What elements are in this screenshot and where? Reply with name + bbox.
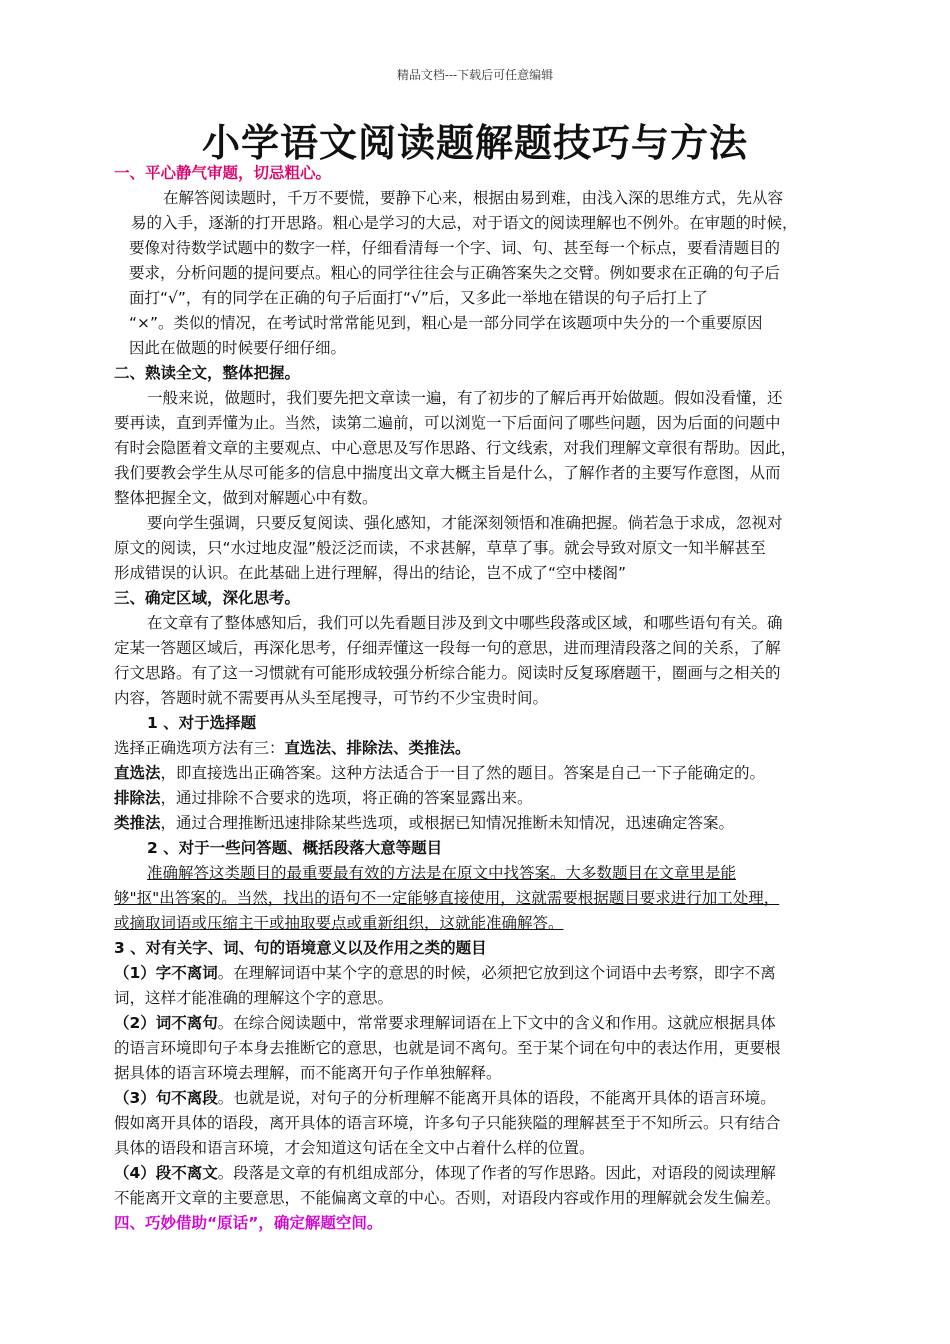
point-4-term: （4）段不离文 [114, 1164, 218, 1182]
method-direct [114, 763, 765, 783]
point-4-line-2: 不能离开文章的主要意思，不能偏离文章的中心。否则，对语段内容或作用的理解就会发生偏差。 [114, 1189, 781, 1207]
s1-line-2: 易的入手，逐渐的打开思路。粗心是学习的大忌，对于语文的阅读理解也不例外。在审题的时候， [131, 214, 798, 232]
s1-line-3: 要像对待数学试题中的数字一样，仔细看清每一个字、词、句、甚至每一个标点，要看清题目的 [129, 239, 781, 257]
method-infer-term: 类推法 [114, 814, 161, 832]
point-4-text: 。段落是文章的有机组成部分，体现了作者的写作思路。因此，对语段的阅读理解 [217, 1164, 776, 1182]
s2-line-6: 要向学生强调，只要反复阅读、强化感知，才能深刻领悟和准确把握。倘若急于求成，忽视对 [147, 514, 783, 532]
subheading-context-questions: 3 、对有关字、词、句的语境意义以及作用之类的题目 [114, 939, 487, 957]
s2-line-1: 一般来说，做题时，我们要先把文章读一遍，有了初步的了解后再开始做题。假如没看懂，还 [147, 389, 783, 407]
s1-line-6: “×”。类似的情况，在考试时常常能见到，粗心是一部分同学在该题项中失分的一个重要原因 [129, 314, 763, 332]
s3-line-3: 行文思路。有了这一习惯就有可能形成较强分析综合能力。阅读时反复琢磨题干，圈画与之相关的 [114, 664, 781, 682]
s3-line-4: 内容，答题时就不需要再从头至尾搜寻，可节约不少宝贵时间。 [114, 689, 549, 707]
s2-line-2: 要再读，直到弄懂为止。当然，读第二遍前，可以浏览一下后面问了哪些问题，因为后面的问题中 [114, 414, 781, 432]
method-exclude-text: ，通过排除不合要求的选项，将正确的答案显露出来。 [160, 789, 533, 807]
s2-line-3: 有时会隐匿着文章的主要观点、中心意思及写作思路、行文线索，对我们理解文章很有帮助。因此， [114, 439, 797, 457]
point-3-line-2: 假如离开具体的语段，离开具体的语言环境，许多句子只能狭隘的理解甚至于不知所云。只有结合 [114, 1114, 781, 1132]
point-3-text: 。也就是说，对句子的分析理解不能离开具体的语段，不能离开具体的语言环境。 [217, 1089, 776, 1107]
point-4-line-1 [114, 1163, 776, 1183]
method-infer-text: ，通过合理推断迅速排除某些选项，或根据已知情况推断未知情况，迅速确定答案。 [160, 814, 735, 832]
section-2-heading: 二、熟读全文，整体把握。 [114, 364, 301, 382]
point-2-line-1 [114, 1013, 776, 1033]
methods-list: 直选法、排除法、类推法。 [284, 739, 471, 757]
point-1-text: 。在理解词语中某个字的意思的时候，必须把它放到这个词语中去考察，即字不离 [217, 964, 776, 982]
section-4-heading: 四、巧妙借助“原话”，确定解题空间。 [114, 1214, 383, 1232]
section-1-heading: 一、平心静气审题，切忌粗心。 [114, 164, 332, 182]
point-2-line-2: 的语言环境即句子本身去推断它的意思，也就是词不离句。至于某个词在句中的表达作用，更要根 [114, 1039, 781, 1057]
point-1-line-1 [114, 963, 776, 983]
subheading-qa-questions: 2 、对于一些问答题、概括段落大意等题目 [147, 839, 443, 857]
section-3-heading: 三、确定区域，深化思考。 [114, 589, 301, 607]
s1-line-4: 要求，分析问题的提问要点。粗心的同学往往会与正确答案失之交臂。例如要求在正确的句子后 [129, 264, 781, 282]
s1-line-1: 在解答阅读题时，千万不要慌，要静下心来，根据由易到难，由浅入深的思维方式，先从容 [163, 189, 784, 207]
point-2-text: 。在综合阅读题中，常常要求理解词语在上下文中的含义和作用。这就应根据具体 [217, 1014, 776, 1032]
header-note: 精品文档---下载后可任意编辑 [396, 68, 554, 82]
methods-intro-line [114, 738, 471, 758]
s2-line-8: 形成错误的认识。在此基础上进行理解，得出的结论，岂不成了“空中楼阁” [114, 564, 627, 582]
s2-line-4: 我们要教会学生从尽可能多的信息中揣度出文章大概主旨是什么，了解作者的主要写作意图，从而 [114, 464, 781, 482]
s3-line-1: 在文章有了整体感知后，我们可以先看题目涉及到文中哪些段落或区域，和哪些语句有关。确 [147, 614, 783, 632]
subheading-choice-questions: 1 、对于选择题 [147, 714, 257, 732]
point-1-line-2: 词，这样才能准确的理解这个字的意思。 [114, 989, 394, 1007]
point-3-line-3: 具体的语段和语言环境，才会知道这句话在全文中占着什么样的位置。 [114, 1139, 595, 1157]
s2-line-7: 原文的阅读，只“水过地皮湿”般泛泛而读，不求甚解，草草了事。就会导致对原文一知半解甚至 [114, 539, 766, 557]
method-infer [114, 813, 734, 833]
underlined-line-3: 或摘取词语或压缩主干或抽取要点或重新组织，这就能准确解答。 [114, 914, 564, 932]
underlined-line-2: 够"抠"出答案的。当然，找出的语句不一定能够直接使用，这就需要根据题目要求进行加工处理， [114, 889, 780, 907]
s1-line-7: 因此在做题的时候要仔细仔细。 [129, 339, 347, 357]
method-direct-text: ，即直接选出正确答案。这种方法适合于一目了然的题目。答案是自己一下子能确定的。 [160, 764, 766, 782]
point-3-line-1 [114, 1088, 776, 1108]
s1-line-5: 面打“√”，有的同学在正确的句子后面打“√”后，又多此一举地在错误的句子后打上了 [129, 289, 708, 307]
s2-line-5: 整体把握全文，做到对解题心中有数。 [114, 489, 378, 507]
underlined-line-1: 准确解答这类题目的最重要最有效的方法是在原文中找答案。大多数题目在文章里是能 [147, 864, 737, 882]
point-2-line-3: 据具体的语言环境去理解，而不能离开句子作单独解释。 [114, 1064, 502, 1082]
methods-intro: 选择正确选项方法有三： [114, 739, 285, 757]
method-exclude-term: 排除法 [114, 789, 161, 807]
point-3-term: （3）句不离段 [114, 1089, 218, 1107]
point-1-term: （1）字不离词 [114, 964, 218, 982]
s3-line-2: 定某一答题区域后，再深化思考，仔细弄懂这一段每一句的意思，进而理清段落之间的关系，了解 [114, 639, 781, 657]
method-direct-term: 直选法 [114, 764, 161, 782]
method-exclude [114, 788, 533, 808]
page-title: 小学语文阅读题解题技巧与方法 [201, 120, 748, 165]
point-2-term: （2）词不离句 [114, 1014, 218, 1032]
